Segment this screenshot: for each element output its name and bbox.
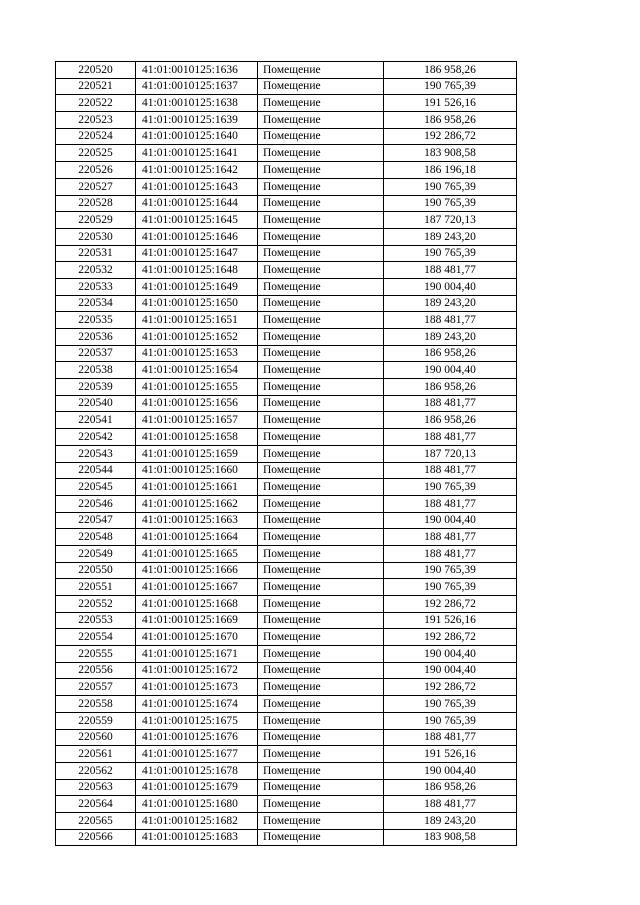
cadastral-value-cell: 188 481,77 [384, 529, 517, 546]
object-type-cell: Помещение [258, 596, 384, 613]
object-type-cell: Помещение [258, 812, 384, 829]
table-row [56, 596, 517, 613]
table-row [56, 245, 517, 262]
table-row [56, 62, 517, 79]
cadastral-number-cell: 41:01:0010125:1650 [136, 295, 258, 312]
cadastral-number-cell: 41:01:0010125:1661 [136, 479, 258, 496]
cadastral-value-cell: 190 765,39 [384, 712, 517, 729]
table-row [56, 412, 517, 429]
cadastral-value-cell: 186 958,26 [384, 379, 517, 396]
cadastral-value-cell: 190 765,39 [384, 78, 517, 95]
row-number-cell: 220526 [56, 162, 136, 179]
cadastral-number-cell: 41:01:0010125:1664 [136, 529, 258, 546]
row-number-cell: 220549 [56, 545, 136, 562]
cadastral-value-cell: 186 958,26 [384, 112, 517, 129]
cadastral-value-cell: 190 765,39 [384, 178, 517, 195]
cadastral-number-cell: 41:01:0010125:1668 [136, 596, 258, 613]
cadastral-number-cell: 41:01:0010125:1647 [136, 245, 258, 262]
row-number-cell: 220530 [56, 228, 136, 245]
row-number-cell: 220524 [56, 128, 136, 145]
cadastral-value-cell: 188 481,77 [384, 545, 517, 562]
cadastral-value-cell: 186 958,26 [384, 62, 517, 79]
row-number-cell: 220540 [56, 395, 136, 412]
cadastral-number-cell: 41:01:0010125:1672 [136, 662, 258, 679]
object-type-cell: Помещение [258, 95, 384, 112]
table-row [56, 295, 517, 312]
row-number-cell: 220546 [56, 495, 136, 512]
object-type-cell: Помещение [258, 345, 384, 362]
row-number-cell: 220554 [56, 629, 136, 646]
object-type-cell: Помещение [258, 262, 384, 279]
cadastral-number-cell: 41:01:0010125:1665 [136, 545, 258, 562]
cadastral-value-cell: 188 481,77 [384, 429, 517, 446]
cadastral-value-cell: 188 481,77 [384, 262, 517, 279]
cadastral-number-cell: 41:01:0010125:1636 [136, 62, 258, 79]
table-row [56, 262, 517, 279]
cadastral-number-cell: 41:01:0010125:1637 [136, 78, 258, 95]
row-number-cell: 220556 [56, 662, 136, 679]
table-row [56, 345, 517, 362]
table-row [56, 512, 517, 529]
cadastral-value-cell: 192 286,72 [384, 629, 517, 646]
table-body [56, 62, 517, 846]
row-number-cell: 220542 [56, 429, 136, 446]
cadastral-value-cell: 192 286,72 [384, 679, 517, 696]
table-row [56, 679, 517, 696]
row-number-cell: 220538 [56, 362, 136, 379]
object-type-cell: Помещение [258, 329, 384, 346]
row-number-cell: 220560 [56, 729, 136, 746]
object-type-cell: Помещение [258, 779, 384, 796]
cadastral-value-cell: 191 526,16 [384, 612, 517, 629]
table-row [56, 329, 517, 346]
cadastral-number-cell: 41:01:0010125:1640 [136, 128, 258, 145]
table-row [56, 746, 517, 763]
row-number-cell: 220548 [56, 529, 136, 546]
table-row [56, 779, 517, 796]
object-type-cell: Помещение [258, 545, 384, 562]
row-number-cell: 220539 [56, 379, 136, 396]
cadastral-number-cell: 41:01:0010125:1649 [136, 278, 258, 295]
cadastral-value-cell: 190 004,40 [384, 278, 517, 295]
cadastral-value-cell: 186 196,18 [384, 162, 517, 179]
table-row [56, 379, 517, 396]
row-number-cell: 220521 [56, 78, 136, 95]
object-type-cell: Помещение [258, 512, 384, 529]
table-row [56, 612, 517, 629]
object-type-cell: Помещение [258, 445, 384, 462]
cadastral-value-cell: 190 765,39 [384, 245, 517, 262]
row-number-cell: 220553 [56, 612, 136, 629]
table-row [56, 545, 517, 562]
cadastral-number-cell: 41:01:0010125:1646 [136, 228, 258, 245]
cadastral-number-cell: 41:01:0010125:1666 [136, 562, 258, 579]
row-number-cell: 220555 [56, 646, 136, 663]
table-row [56, 162, 517, 179]
object-type-cell: Помещение [258, 679, 384, 696]
cadastral-number-cell: 41:01:0010125:1641 [136, 145, 258, 162]
cadastral-number-cell: 41:01:0010125:1671 [136, 646, 258, 663]
object-type-cell: Помещение [258, 212, 384, 229]
object-type-cell: Помещение [258, 646, 384, 663]
row-number-cell: 220522 [56, 95, 136, 112]
table-row [56, 312, 517, 329]
cadastral-number-cell: 41:01:0010125:1642 [136, 162, 258, 179]
cadastral-value-cell: 183 908,58 [384, 145, 517, 162]
table-row [56, 145, 517, 162]
table-row [56, 712, 517, 729]
object-type-cell: Помещение [258, 829, 384, 846]
row-number-cell: 220523 [56, 112, 136, 129]
cadastral-number-cell: 41:01:0010125:1639 [136, 112, 258, 129]
cadastral-number-cell: 41:01:0010125:1682 [136, 812, 258, 829]
row-number-cell: 220527 [56, 178, 136, 195]
cadastral-value-cell: 191 526,16 [384, 95, 517, 112]
cadastral-value-cell: 190 004,40 [384, 512, 517, 529]
table-row [56, 278, 517, 295]
row-number-cell: 220558 [56, 696, 136, 713]
cadastral-number-cell: 41:01:0010125:1659 [136, 445, 258, 462]
object-type-cell: Помещение [258, 112, 384, 129]
cadastral-value-cell: 186 958,26 [384, 779, 517, 796]
cadastral-value-cell: 192 286,72 [384, 128, 517, 145]
cadastral-value-cell: 189 243,20 [384, 228, 517, 245]
cadastral-number-cell: 41:01:0010125:1656 [136, 395, 258, 412]
cadastral-value-cell: 188 481,77 [384, 462, 517, 479]
cadastral-number-cell: 41:01:0010125:1669 [136, 612, 258, 629]
table-row [56, 796, 517, 813]
object-type-cell: Помещение [258, 228, 384, 245]
object-type-cell: Помещение [258, 495, 384, 512]
table-row [56, 579, 517, 596]
cadastral-number-cell: 41:01:0010125:1680 [136, 796, 258, 813]
row-number-cell: 220550 [56, 562, 136, 579]
row-number-cell: 220528 [56, 195, 136, 212]
table-row [56, 395, 517, 412]
row-number-cell: 220541 [56, 412, 136, 429]
object-type-cell: Помещение [258, 612, 384, 629]
table-row [56, 696, 517, 713]
table-row [56, 562, 517, 579]
object-type-cell: Помещение [258, 462, 384, 479]
cadastral-value-cell: 190 004,40 [384, 662, 517, 679]
table-row [56, 462, 517, 479]
cadastral-number-cell: 41:01:0010125:1648 [136, 262, 258, 279]
object-type-cell: Помещение [258, 479, 384, 496]
cadastral-number-cell: 41:01:0010125:1675 [136, 712, 258, 729]
row-number-cell: 220551 [56, 579, 136, 596]
object-type-cell: Помещение [258, 712, 384, 729]
cadastral-number-cell: 41:01:0010125:1676 [136, 729, 258, 746]
cadastral-value-cell: 187 720,13 [384, 212, 517, 229]
row-number-cell: 220563 [56, 779, 136, 796]
cadastral-number-cell: 41:01:0010125:1651 [136, 312, 258, 329]
cadastral-number-cell: 41:01:0010125:1638 [136, 95, 258, 112]
row-number-cell: 220552 [56, 596, 136, 613]
cadastral-value-cell: 192 286,72 [384, 596, 517, 613]
cadastral-value-cell: 189 243,20 [384, 329, 517, 346]
table-row [56, 646, 517, 663]
row-number-cell: 220557 [56, 679, 136, 696]
object-type-cell: Помещение [258, 696, 384, 713]
object-type-cell: Помещение [258, 295, 384, 312]
cadastral-value-cell: 190 765,39 [384, 696, 517, 713]
row-number-cell: 220525 [56, 145, 136, 162]
object-type-cell: Помещение [258, 178, 384, 195]
object-type-cell: Помещение [258, 729, 384, 746]
cadastral-value-cell: 188 481,77 [384, 495, 517, 512]
cadastral-number-cell: 41:01:0010125:1670 [136, 629, 258, 646]
object-type-cell: Помещение [258, 529, 384, 546]
table-row [56, 78, 517, 95]
cadastral-number-cell: 41:01:0010125:1655 [136, 379, 258, 396]
object-type-cell: Помещение [258, 562, 384, 579]
table-row [56, 195, 517, 212]
table-row [56, 662, 517, 679]
cadastral-number-cell: 41:01:0010125:1662 [136, 495, 258, 512]
object-type-cell: Помещение [258, 162, 384, 179]
table-row [56, 729, 517, 746]
object-type-cell: Помещение [258, 362, 384, 379]
object-type-cell: Помещение [258, 145, 384, 162]
cadastral-number-cell: 41:01:0010125:1683 [136, 829, 258, 846]
table-row [56, 212, 517, 229]
cadastral-value-cell: 190 765,39 [384, 562, 517, 579]
table-row [56, 178, 517, 195]
cadastral-value-cell: 186 958,26 [384, 345, 517, 362]
cadastral-value-cell: 189 243,20 [384, 812, 517, 829]
cadastral-value-cell: 190 765,39 [384, 195, 517, 212]
table-row [56, 479, 517, 496]
row-number-cell: 220559 [56, 712, 136, 729]
row-number-cell: 220531 [56, 245, 136, 262]
object-type-cell: Помещение [258, 412, 384, 429]
object-type-cell: Помещение [258, 796, 384, 813]
object-type-cell: Помещение [258, 379, 384, 396]
object-type-cell: Помещение [258, 395, 384, 412]
object-type-cell: Помещение [258, 195, 384, 212]
cadastral-number-cell: 41:01:0010125:1677 [136, 746, 258, 763]
cadastral-value-cell: 188 481,77 [384, 312, 517, 329]
object-type-cell: Помещение [258, 629, 384, 646]
table-row [56, 362, 517, 379]
cadastral-number-cell: 41:01:0010125:1678 [136, 762, 258, 779]
row-number-cell: 220547 [56, 512, 136, 529]
cadastral-number-cell: 41:01:0010125:1658 [136, 429, 258, 446]
cadastral-value-cell: 191 526,16 [384, 746, 517, 763]
object-type-cell: Помещение [258, 762, 384, 779]
cadastral-number-cell: 41:01:0010125:1644 [136, 195, 258, 212]
cadastral-value-cell: 183 908,58 [384, 829, 517, 846]
cadastral-value-cell: 187 720,13 [384, 445, 517, 462]
row-number-cell: 220534 [56, 295, 136, 312]
row-number-cell: 220537 [56, 345, 136, 362]
row-number-cell: 220529 [56, 212, 136, 229]
object-type-cell: Помещение [258, 245, 384, 262]
object-type-cell: Помещение [258, 429, 384, 446]
table-row [56, 429, 517, 446]
object-type-cell: Помещение [258, 278, 384, 295]
cadastral-value-table [55, 61, 517, 846]
cadastral-value-cell: 189 243,20 [384, 295, 517, 312]
table-row [56, 529, 517, 546]
object-type-cell: Помещение [258, 579, 384, 596]
object-type-cell: Помещение [258, 62, 384, 79]
table-row [56, 829, 517, 846]
cadastral-value-cell: 190 004,40 [384, 362, 517, 379]
row-number-cell: 220544 [56, 462, 136, 479]
row-number-cell: 220565 [56, 812, 136, 829]
cadastral-number-cell: 41:01:0010125:1643 [136, 178, 258, 195]
row-number-cell: 220535 [56, 312, 136, 329]
object-type-cell: Помещение [258, 662, 384, 679]
cadastral-number-cell: 41:01:0010125:1673 [136, 679, 258, 696]
table-row [56, 812, 517, 829]
cadastral-number-cell: 41:01:0010125:1652 [136, 329, 258, 346]
table-row [56, 128, 517, 145]
cadastral-value-cell: 190 765,39 [384, 579, 517, 596]
row-number-cell: 220562 [56, 762, 136, 779]
cadastral-value-cell: 190 004,40 [384, 646, 517, 663]
row-number-cell: 220564 [56, 796, 136, 813]
object-type-cell: Помещение [258, 78, 384, 95]
table-row [56, 629, 517, 646]
object-type-cell: Помещение [258, 128, 384, 145]
cadastral-number-cell: 41:01:0010125:1674 [136, 696, 258, 713]
table-row [56, 112, 517, 129]
cadastral-number-cell: 41:01:0010125:1660 [136, 462, 258, 479]
row-number-cell: 220533 [56, 278, 136, 295]
cadastral-number-cell: 41:01:0010125:1679 [136, 779, 258, 796]
cadastral-value-cell: 188 481,77 [384, 729, 517, 746]
table-row [56, 495, 517, 512]
cadastral-number-cell: 41:01:0010125:1654 [136, 362, 258, 379]
row-number-cell: 220545 [56, 479, 136, 496]
cadastral-value-cell: 188 481,77 [384, 395, 517, 412]
cadastral-value-cell: 190 765,39 [384, 479, 517, 496]
table-row [56, 228, 517, 245]
object-type-cell: Помещение [258, 312, 384, 329]
cadastral-value-cell: 186 958,26 [384, 412, 517, 429]
table-row [56, 95, 517, 112]
table-row [56, 445, 517, 462]
cadastral-value-cell: 188 481,77 [384, 796, 517, 813]
cadastral-number-cell: 41:01:0010125:1645 [136, 212, 258, 229]
row-number-cell: 220536 [56, 329, 136, 346]
table-row [56, 762, 517, 779]
cadastral-number-cell: 41:01:0010125:1663 [136, 512, 258, 529]
cadastral-number-cell: 41:01:0010125:1657 [136, 412, 258, 429]
row-number-cell: 220532 [56, 262, 136, 279]
row-number-cell: 220566 [56, 829, 136, 846]
row-number-cell: 220520 [56, 62, 136, 79]
object-type-cell: Помещение [258, 746, 384, 763]
cadastral-number-cell: 41:01:0010125:1653 [136, 345, 258, 362]
cadastral-value-cell: 190 004,40 [384, 762, 517, 779]
cadastral-number-cell: 41:01:0010125:1667 [136, 579, 258, 596]
row-number-cell: 220543 [56, 445, 136, 462]
row-number-cell: 220561 [56, 746, 136, 763]
